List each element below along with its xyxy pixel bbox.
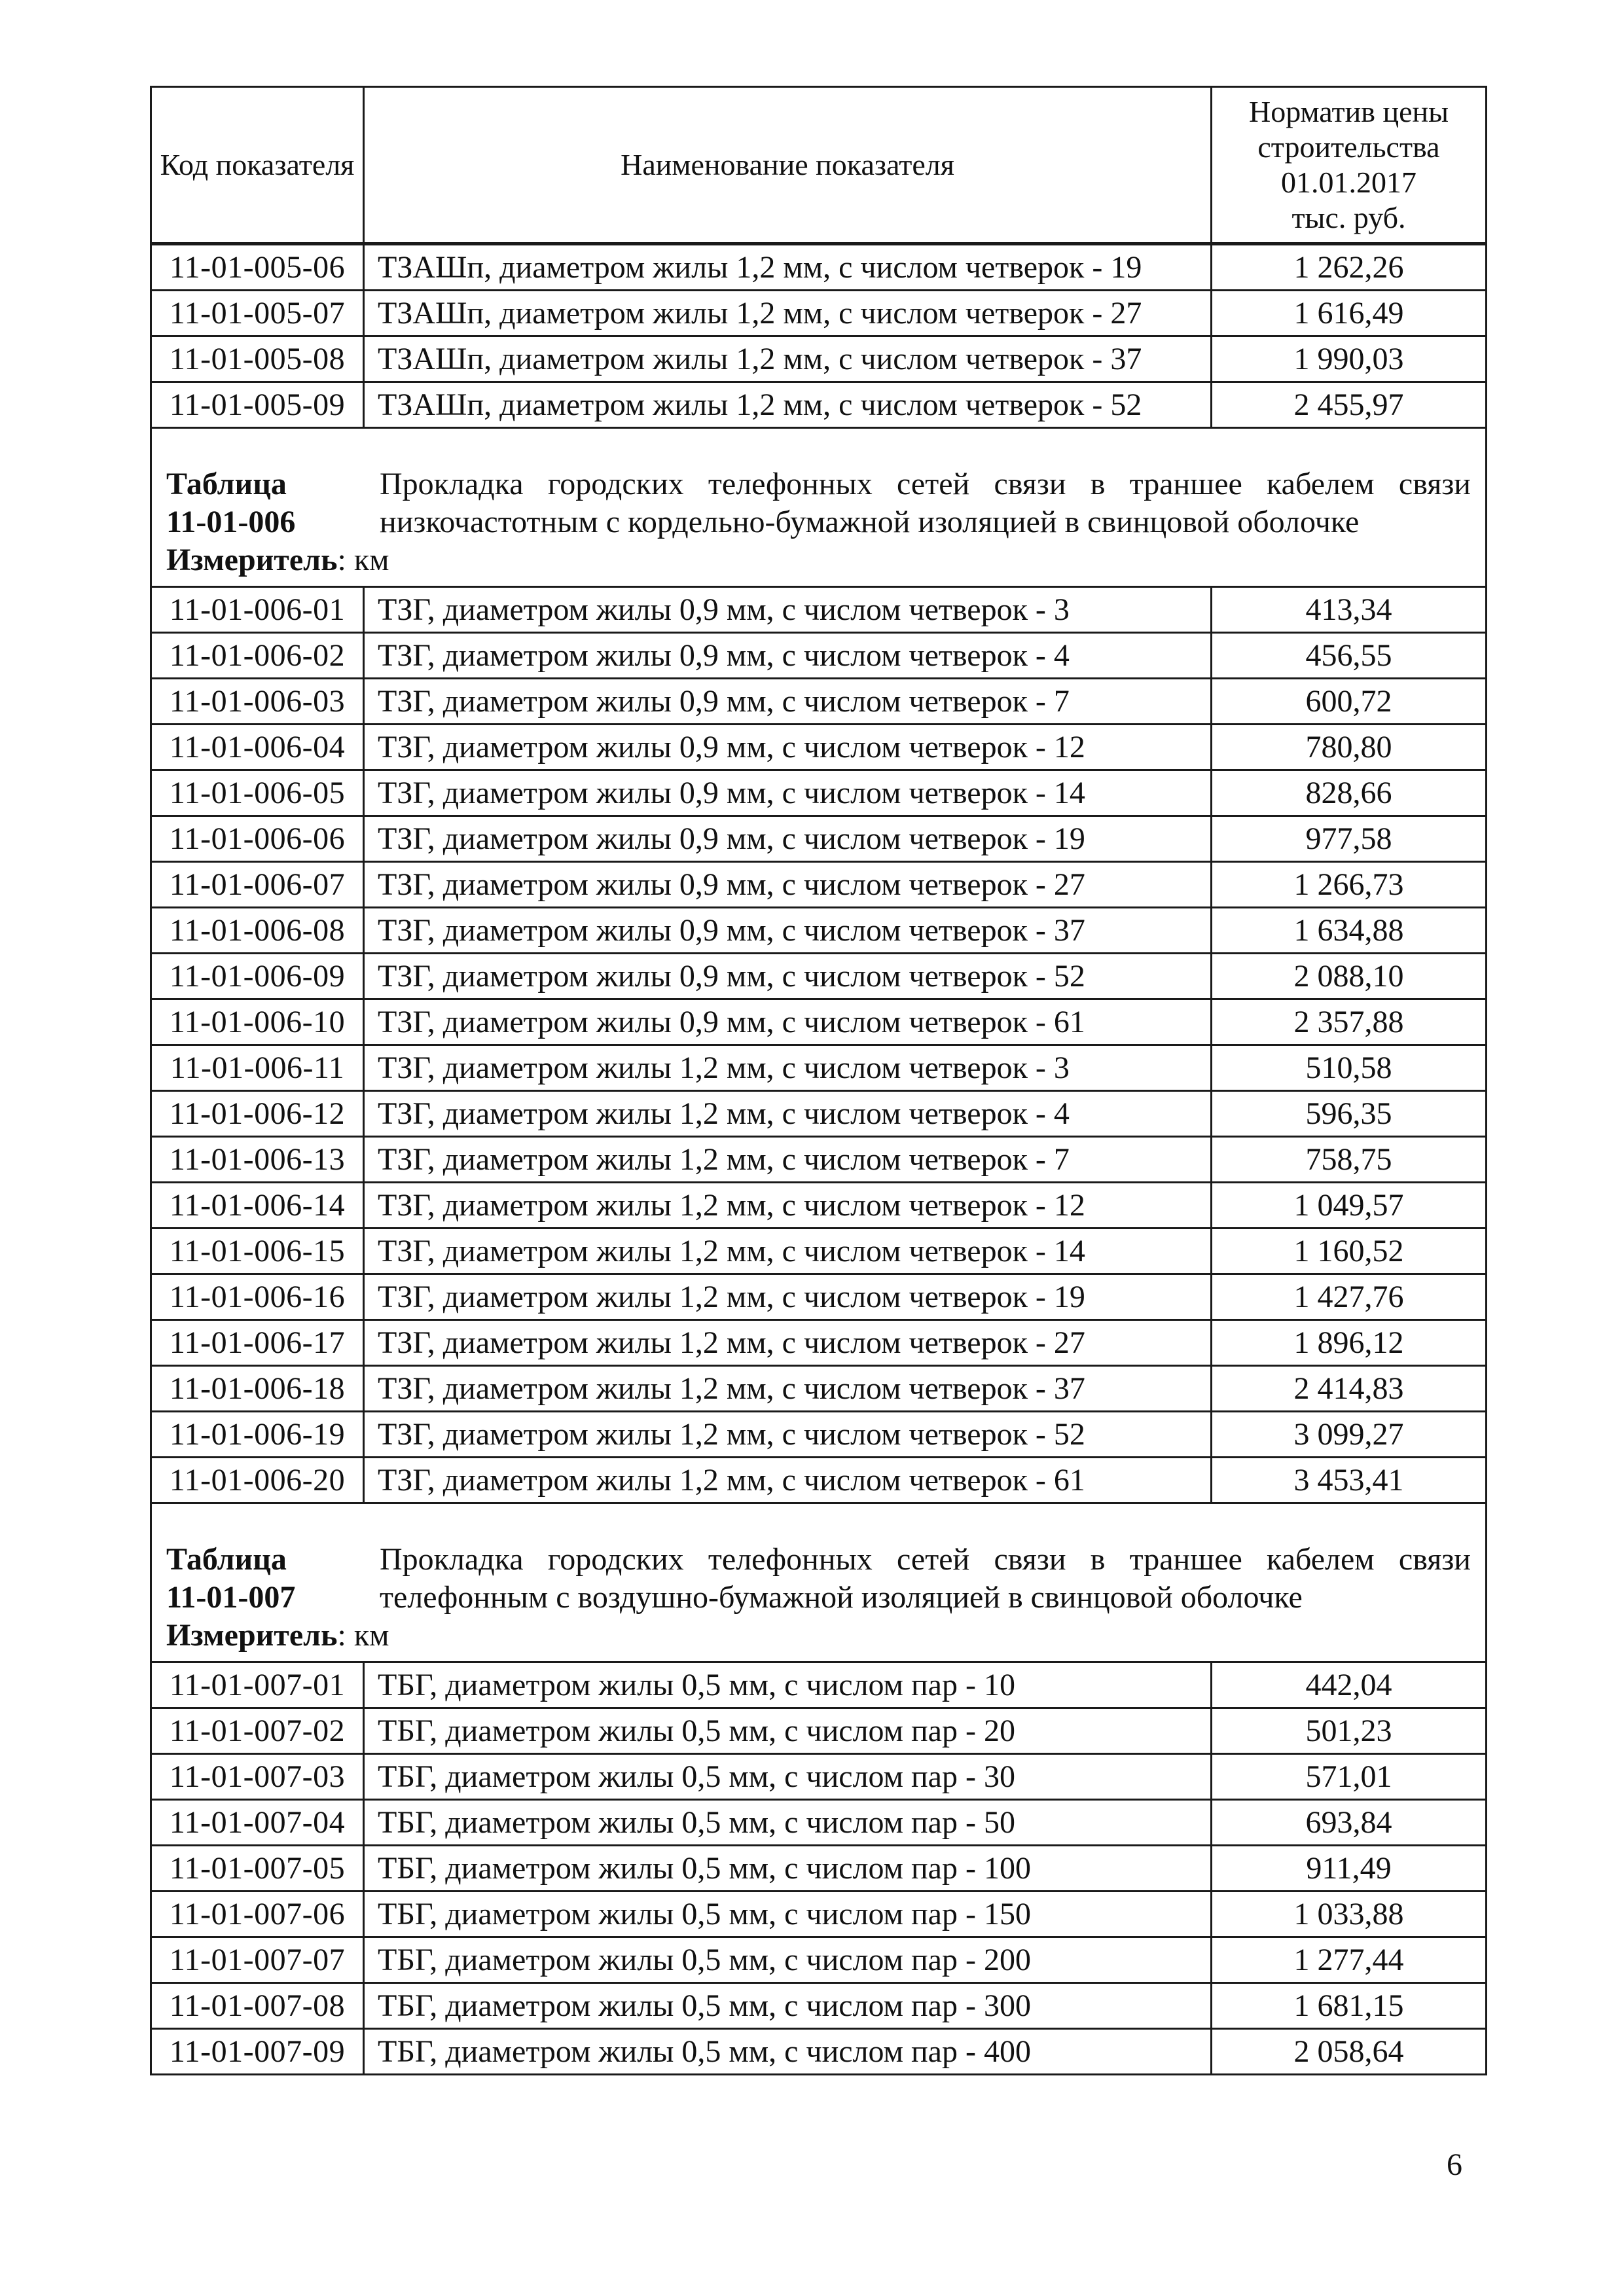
- row-code: 11-01-007-01: [151, 1662, 364, 1708]
- table-section-header: [151, 1503, 1487, 1662]
- row-name: ТЗГ, диаметром жилы 1,2 мм, с числом четверок - 3: [364, 1045, 1212, 1091]
- row-price: 596,35: [1212, 1091, 1487, 1137]
- table-row: [151, 1754, 1487, 1800]
- row-price: 1 896,12: [1212, 1320, 1487, 1366]
- row-code: 11-01-006-04: [151, 725, 364, 770]
- section-code: 11-01-007: [166, 1580, 296, 1615]
- row-name: ТЗГ, диаметром жилы 1,2 мм, с числом четверок - 27: [364, 1320, 1212, 1366]
- row-code: 11-01-006-19: [151, 1412, 364, 1458]
- row-name: ТЗГ, диаметром жилы 1,2 мм, с числом четверок - 7: [364, 1137, 1212, 1183]
- table-row: [151, 1045, 1487, 1091]
- row-name: ТБГ, диаметром жилы 0,5 мм, с числом пар - 20: [364, 1708, 1212, 1754]
- row-code: 11-01-006-02: [151, 633, 364, 679]
- section-label: [166, 465, 295, 541]
- row-price: 1 049,57: [1212, 1183, 1487, 1229]
- row-price: 2 455,97: [1212, 382, 1487, 428]
- table-row: [151, 679, 1487, 725]
- row-name: ТЗАШп, диаметром жилы 1,2 мм, с числом четверок - 37: [364, 336, 1212, 382]
- table-row: [151, 908, 1487, 954]
- row-code: 11-01-006-03: [151, 679, 364, 725]
- page-number: 6: [1447, 2147, 1462, 2182]
- row-code: 11-01-006-09: [151, 954, 364, 999]
- row-code: 11-01-006-17: [151, 1320, 364, 1366]
- row-name: ТЗАШп, диаметром жилы 1,2 мм, с числом четверок - 19: [364, 244, 1212, 291]
- unit-label: Измеритель: [166, 543, 338, 577]
- row-price: 1 262,26: [1212, 244, 1487, 291]
- row-price: 758,75: [1212, 1137, 1487, 1183]
- table-row: [151, 1183, 1487, 1229]
- unit-label: Измеритель: [166, 1618, 338, 1653]
- row-code: 11-01-007-04: [151, 1800, 364, 1846]
- row-code: 11-01-007-07: [151, 1937, 364, 1983]
- row-name: ТЗАШп, диаметром жилы 1,2 мм, с числом четверок - 52: [364, 382, 1212, 428]
- table-row: [151, 999, 1487, 1045]
- row-code: 11-01-007-02: [151, 1708, 364, 1754]
- table-row: [151, 816, 1487, 862]
- table-header-row: [151, 87, 1487, 244]
- row-name: ТЗГ, диаметром жилы 0,9 мм, с числом четверок - 3: [364, 587, 1212, 633]
- row-price: 413,34: [1212, 587, 1487, 633]
- row-name: ТЗГ, диаметром жилы 1,2 мм, с числом четверок - 37: [364, 1366, 1212, 1412]
- table-row: [151, 770, 1487, 816]
- row-price: 977,58: [1212, 816, 1487, 862]
- row-price: 501,23: [1212, 1708, 1487, 1754]
- table-row: [151, 1458, 1487, 1503]
- table-row: [151, 336, 1487, 382]
- row-name: ТЗГ, диаметром жилы 0,9 мм, с числом четверок - 7: [364, 679, 1212, 725]
- row-price: 780,80: [1212, 725, 1487, 770]
- row-name: ТЗГ, диаметром жилы 0,9 мм, с числом четверок - 12: [364, 725, 1212, 770]
- row-code: 11-01-005-06: [151, 244, 364, 291]
- row-code: 11-01-006-14: [151, 1183, 364, 1229]
- row-price: 1 266,73: [1212, 862, 1487, 908]
- row-price: 1 277,44: [1212, 1937, 1487, 1983]
- row-code: 11-01-005-08: [151, 336, 364, 382]
- row-price: 1 160,52: [1212, 1229, 1487, 1274]
- row-code: 11-01-005-09: [151, 382, 364, 428]
- row-price: 1 681,15: [1212, 1983, 1487, 2029]
- row-code: 11-01-007-08: [151, 1983, 364, 2029]
- row-name: ТБГ, диаметром жилы 0,5 мм, с числом пар - 150: [364, 1892, 1212, 1937]
- row-name: ТЗГ, диаметром жилы 0,9 мм, с числом четверок - 19: [364, 816, 1212, 862]
- row-code: 11-01-005-07: [151, 291, 364, 336]
- row-name: ТЗГ, диаметром жилы 1,2 мм, с числом четверок - 12: [364, 1183, 1212, 1229]
- table-row: [151, 954, 1487, 999]
- table-row: [151, 291, 1487, 336]
- table-row: [151, 1274, 1487, 1320]
- row-code: 11-01-006-18: [151, 1366, 364, 1412]
- row-code: 11-01-006-10: [151, 999, 364, 1045]
- row-name: ТБГ, диаметром жилы 0,5 мм, с числом пар - 50: [364, 1800, 1212, 1846]
- row-code: 11-01-006-11: [151, 1045, 364, 1091]
- section-block: [152, 1504, 1485, 1661]
- row-code: 11-01-006-06: [151, 816, 364, 862]
- unit-value: : км: [337, 543, 389, 577]
- row-name: ТЗГ, диаметром жилы 0,9 мм, с числом четверок - 37: [364, 908, 1212, 954]
- row-code: 11-01-006-01: [151, 587, 364, 633]
- row-name: ТБГ, диаметром жилы 0,5 мм, с числом пар - 400: [364, 2029, 1212, 2075]
- row-price: 1 990,03: [1212, 336, 1487, 382]
- table-row: [151, 1662, 1487, 1708]
- row-code: 11-01-007-03: [151, 1754, 364, 1800]
- table-row: [151, 1412, 1487, 1458]
- row-price: 2 058,64: [1212, 2029, 1487, 2075]
- section-title: Прокладка городских телефонных сетей связи в траншее кабелем связи низкочастотным с кордельно-бумажной изоляцией в свинцовой оболочке: [380, 467, 1471, 539]
- row-code: 11-01-006-16: [151, 1274, 364, 1320]
- table-row: [151, 725, 1487, 770]
- row-code: 11-01-006-20: [151, 1458, 364, 1503]
- header-code: Код показателя: [151, 87, 364, 244]
- row-code: 11-01-007-06: [151, 1892, 364, 1937]
- row-price: 2 088,10: [1212, 954, 1487, 999]
- row-price: 693,84: [1212, 1800, 1487, 1846]
- row-code: 11-01-007-05: [151, 1846, 364, 1892]
- row-name: ТБГ, диаметром жилы 0,5 мм, с числом пар - 10: [364, 1662, 1212, 1708]
- row-code: 11-01-006-15: [151, 1229, 364, 1274]
- row-price: 3 453,41: [1212, 1458, 1487, 1503]
- row-name: ТЗГ, диаметром жилы 0,9 мм, с числом четверок - 4: [364, 633, 1212, 679]
- section-label-word: Таблица: [166, 1542, 287, 1577]
- table-row: [151, 1366, 1487, 1412]
- row-price: 3 099,27: [1212, 1412, 1487, 1458]
- row-code: 11-01-006-13: [151, 1137, 364, 1183]
- section-title: Прокладка городских телефонных сетей связи в траншее кабелем связи телефонным с воздушно-бумажной изоляцией в свинцовой оболочке: [380, 1542, 1471, 1615]
- row-name: ТЗГ, диаметром жилы 1,2 мм, с числом четверок - 4: [364, 1091, 1212, 1137]
- section-unit: [166, 1617, 389, 1655]
- table-row: [151, 1320, 1487, 1366]
- row-price: 456,55: [1212, 633, 1487, 679]
- table-row: [151, 587, 1487, 633]
- table-section-header: [151, 428, 1487, 587]
- table-row: [151, 1983, 1487, 2029]
- table-row: [151, 862, 1487, 908]
- table-row: [151, 382, 1487, 428]
- section-code: 11-01-006: [166, 505, 296, 539]
- row-price: 2 414,83: [1212, 1366, 1487, 1412]
- row-price: 2 357,88: [1212, 999, 1487, 1045]
- row-name: ТЗГ, диаметром жилы 0,9 мм, с числом четверок - 52: [364, 954, 1212, 999]
- row-price: 828,66: [1212, 770, 1487, 816]
- row-name: ТБГ, диаметром жилы 0,5 мм, с числом пар - 300: [364, 1983, 1212, 2029]
- row-code: 11-01-006-07: [151, 862, 364, 908]
- table-row: [151, 244, 1487, 291]
- table-row: [151, 1229, 1487, 1274]
- price-standards-table: [150, 86, 1487, 2075]
- section-block: [152, 429, 1485, 586]
- row-name: ТЗГ, диаметром жилы 1,2 мм, с числом четверок - 14: [364, 1229, 1212, 1274]
- table-row: [151, 1800, 1487, 1846]
- section-label-word: Таблица: [166, 467, 287, 501]
- row-price: 571,01: [1212, 1754, 1487, 1800]
- row-name: ТБГ, диаметром жилы 0,5 мм, с числом пар - 100: [364, 1846, 1212, 1892]
- table-row: [151, 1708, 1487, 1754]
- row-price: 1 033,88: [1212, 1892, 1487, 1937]
- table-row: [151, 1937, 1487, 1983]
- table-row: [151, 1846, 1487, 1892]
- header-name: Наименование показателя: [364, 87, 1212, 244]
- row-code: 11-01-007-09: [151, 2029, 364, 2075]
- table-body: [151, 244, 1487, 2075]
- row-name: ТЗГ, диаметром жилы 1,2 мм, с числом четверок - 19: [364, 1274, 1212, 1320]
- row-name: ТБГ, диаметром жилы 0,5 мм, с числом пар - 30: [364, 1754, 1212, 1800]
- table-row: [151, 2029, 1487, 2075]
- row-code: 11-01-006-05: [151, 770, 364, 816]
- row-code: 11-01-006-12: [151, 1091, 364, 1137]
- unit-value: : км: [337, 1618, 389, 1653]
- section-label: [166, 1541, 295, 1617]
- row-name: ТЗГ, диаметром жилы 1,2 мм, с числом четверок - 61: [364, 1458, 1212, 1503]
- row-price: 1 616,49: [1212, 291, 1487, 336]
- row-name: ТЗГ, диаметром жилы 1,2 мм, с числом четверок - 52: [364, 1412, 1212, 1458]
- row-name: ТЗГ, диаметром жилы 0,9 мм, с числом четверок - 61: [364, 999, 1212, 1045]
- row-price: 1 427,76: [1212, 1274, 1487, 1320]
- row-price: 442,04: [1212, 1662, 1487, 1708]
- row-code: 11-01-006-08: [151, 908, 364, 954]
- table-row: [151, 633, 1487, 679]
- row-price: 1 634,88: [1212, 908, 1487, 954]
- table-row: [151, 1091, 1487, 1137]
- row-name: ТЗАШп, диаметром жилы 1,2 мм, с числом четверок - 27: [364, 291, 1212, 336]
- row-price: 510,58: [1212, 1045, 1487, 1091]
- row-price: 600,72: [1212, 679, 1487, 725]
- section-unit: [166, 541, 389, 579]
- row-price: 911,49: [1212, 1846, 1487, 1892]
- row-name: ТЗГ, диаметром жилы 0,9 мм, с числом четверок - 27: [364, 862, 1212, 908]
- header-price: Норматив цены строительства 01.01.2017 тыс. руб.: [1212, 87, 1487, 244]
- table-row: [151, 1892, 1487, 1937]
- table-row: [151, 1137, 1487, 1183]
- row-name: ТЗГ, диаметром жилы 0,9 мм, с числом четверок - 14: [364, 770, 1212, 816]
- row-name: ТБГ, диаметром жилы 0,5 мм, с числом пар - 200: [364, 1937, 1212, 1983]
